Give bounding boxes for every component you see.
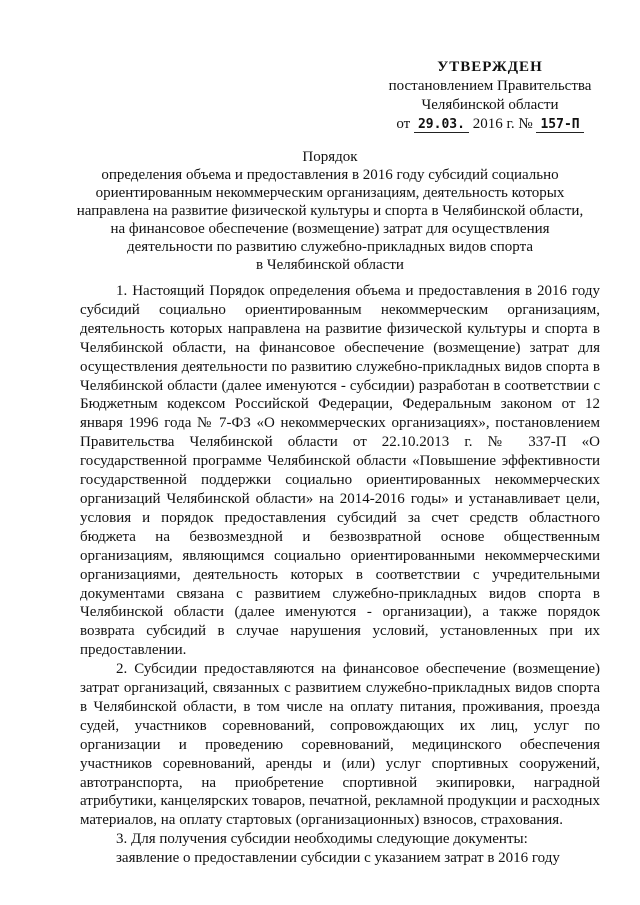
date-year: 2016 г. №	[472, 116, 533, 132]
approval-stamp-block	[360, 58, 620, 134]
document-title	[60, 148, 600, 274]
title-line-2: определения объема и предоставления в 2016 году субсидий социально	[101, 167, 559, 183]
approval-line-1: постановлением Правительства	[388, 78, 592, 94]
approval-heading: УТВЕРЖДЕН	[437, 59, 543, 75]
title-line-5: на финансовое обеспечение (возмещение) затрат для осуществления	[110, 221, 550, 237]
approval-line-2: Челябинской области	[421, 97, 559, 113]
title-line-4: направлена на развитие физической культуры и спорта в Челябинской области,	[76, 203, 584, 219]
paragraph-1: 1. Настоящий Порядок определения объема и предоставления в 2016 году субсидий социально ориентированным некоммерческим организациям, деятельность которых направлена на развитие физической культуры и спорта в Челябинской области, на финансовое обеспечение (возмещение) затрат для осуществления деятельности по развитию служебно-прикладных видов спорта в Челябинской области (далее именуются - субсидии) разработан в соответствии с Бюджетным кодексом Российской Федерации, Федеральным законом от 12 января 1996 года № 7-ФЗ «О некоммерческих организациях», постановлением Правительства Челябинской области от 22.10.2013 г. № 337-П «О государственной программе Челябинской области «Повышение эффективности государственной поддержки социально ориентированных некоммерческих организаций Челябинской области» на 2014-2016 годы» и устанавливает цели, условия и порядок предоставления субсидий за счет средств областного бюджета на безвозмездной и безвозвратной основе общественным организациям, являющимся социально ориентированными некоммерческими организациями, деятельность которых в соответствии с учредительными документами связана с развитием служебно-прикладных видов спорта в Челябинской области (далее именуются - организации), а также порядок возврата субсидий в случае нарушения условий, установленных при их предоставлении.	[80, 283, 600, 659]
document-body	[80, 282, 600, 868]
approval-date-line	[360, 115, 620, 134]
handwritten-date: 29.03.	[414, 117, 469, 133]
handwritten-number: 157-П	[536, 117, 583, 133]
title-line-1: Порядок	[302, 149, 358, 165]
paragraph-4: заявление о предоставлении субсидии с указанием затрат в 2016 году	[116, 850, 560, 867]
title-line-7: в Челябинской области	[256, 257, 404, 273]
title-line-6: деятельности по развитию служебно-прикладных видов спорта	[127, 239, 533, 255]
date-prefix: от	[396, 116, 411, 132]
title-line-3: ориентированным некоммерческим организациям, деятельность которых	[95, 185, 565, 201]
paragraph-2: 2. Субсидии предоставляются на финансовое обеспечение (возмещение) затрат организаций, связанных с развитием служебно-прикладных видов спорта в Челябинской области, в том числе на оплату питания, проживания, проезда судей, участников соревнований, сопровождающих их лиц, услуг по организации и проведению соревнований, медицинского обеспечения участников соревнований, аренды и (или) услуг спортивных сооружений, автотранспорта, на приобретение спортивной экипировки, наградной атрибутики, канцелярских товаров, печатной, рекламной продукции и расходных материалов, на оплату стартовых (организационных) взносов, страхования.	[80, 661, 600, 829]
paragraph-3: 3. Для получения субсидии необходимы следующие документы:	[116, 831, 528, 848]
